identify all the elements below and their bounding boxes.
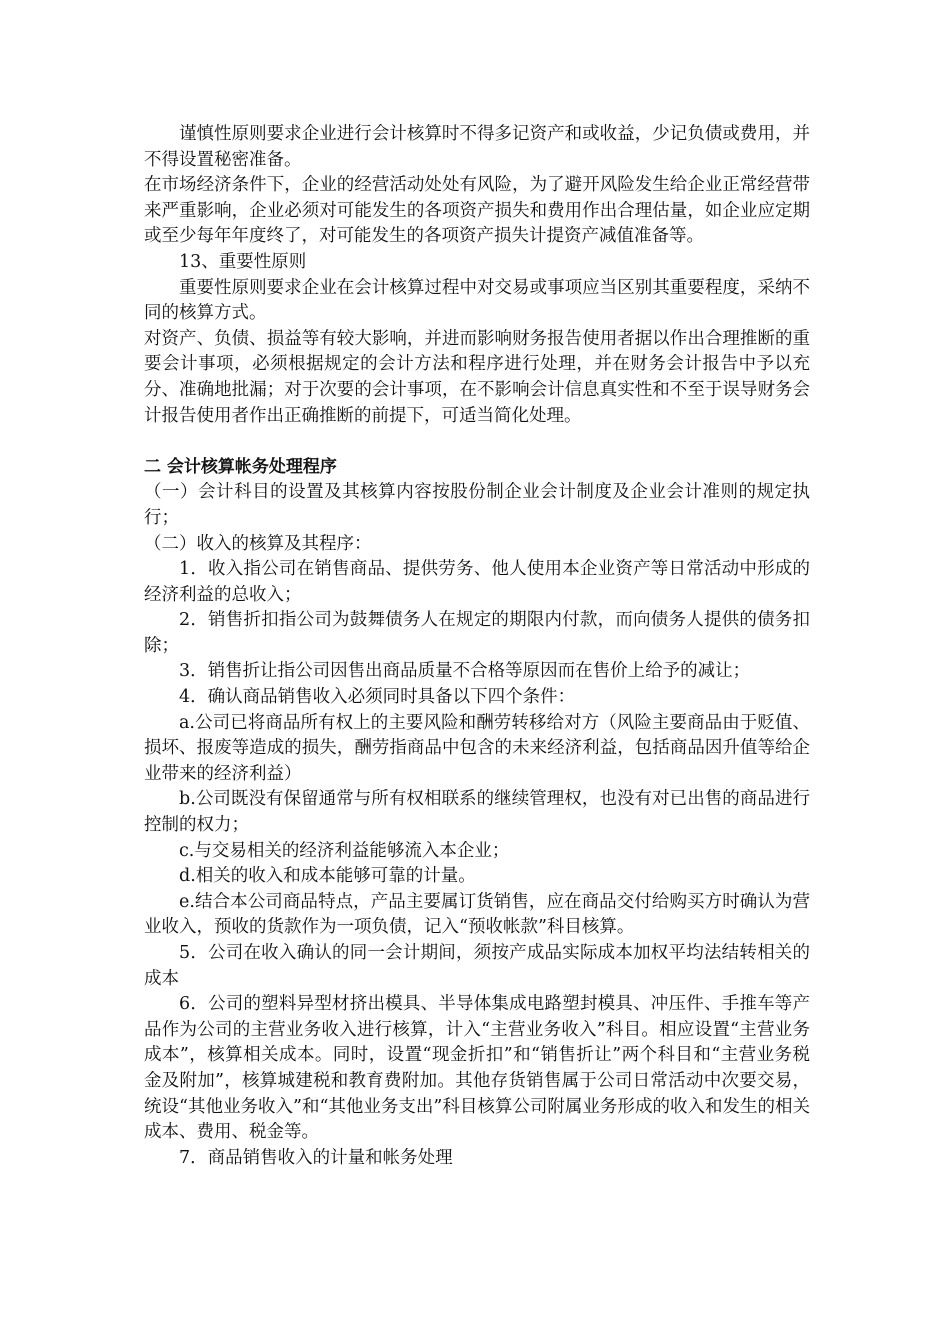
- paragraph-item-one: （一）会计科目的设置及其核算内容按股份制企业会计制度及企业会计准则的规定执行；: [144, 482, 810, 528]
- list-item-2: 2．销售折扣指公司为鼓舞债务人在规定的期限内付款，而向债务人提供的债务扣除；: [144, 610, 810, 656]
- paragraph-prudence-explanation: 在市场经济条件下，企业的经营活动处处有风险，为了避开风险发生给企业正常经营带来严重影响，企业必须对可能发生的各项资产损失和费用作出合理估量，如企业应定期或至少每年年度终了，对可能发生的各项资产损失计提资产减值准备等。: [144, 175, 810, 247]
- condition-b: b.公司既没有保留通常与所有权相联系的继续管理权，也没有对已出售的商品进行控制的权力；: [144, 789, 810, 836]
- list-item-7: 7．商品销售收入的计量和帐务处理: [179, 1147, 453, 1168]
- condition-c: c.与交易相关的经济利益能够流入本企业；: [179, 840, 510, 861]
- paragraph-prudence-definition: 谨慎性原则要求企业进行会计核算时不得多记资产和或收益，少记负债或费用，并不得设置秘密准备。: [144, 124, 810, 170]
- list-item-3: 3．销售折让指公司因售出商品质量不合格等原因而在售价上给予的减让；: [179, 661, 751, 682]
- condition-e: e.结合本公司商品特点，产品主要属订货销售，应在商品交付给购买方时确认为营业收入，预收的货款作为一项负债，记入“预收帐款”科目核算。: [144, 891, 810, 938]
- section-title-materiality: 13、重要性原则: [179, 251, 307, 272]
- paragraph-materiality-definition: 重要性原则要求企业在会计核算过程中对交易或事项应当区别其重要程度，采纳不同的核算方式。: [144, 277, 810, 324]
- list-item-1: 1．收入指公司在销售商品、提供劳务、他人使用本企业资产等日常活动中形成的经济利益的总收入；: [144, 559, 810, 605]
- paragraph-materiality-explanation: 对资产、负债、损益等有较大影响，并进而影响财务报告使用者据以作出合理推断的重要会计事项，必须根据规定的会计方法和程序进行处理，并在财务会计报告中予以充分、准确地批漏；对于次要的会计事项，在不影响会计信息真实性和不至于误导财务会计报告使用者作出正确推断的前提下，可适当简化处理。: [144, 328, 810, 426]
- list-item-6: 6．公司的塑料异型材挤出模具、半导体集成电路塑封模具、冲压件、手推车等产品作为公司的主营业务收入进行核算，计入“主营业务收入”科目。相应设置“主营业务成本”，核算相关成本。同时，设置“现金折扣”和“销售折让”两个科目和“主营业务税金及附加”，核算城建税和教育费附加。其他存货销售属于公司日常活动中次要交易，统设“其他业务收入”和“其他业务支出”科目核算公司附属业务形成的收入和发生的相关成本、费用、税金等。: [144, 994, 810, 1143]
- list-item-5: 5．公司在收入确认的同一会计期间，须按产成品实际成本加权平均法结转相关的成本: [144, 943, 810, 989]
- list-item-4: 4．确认商品销售收入必须同时具备以下四个条件：: [179, 687, 576, 708]
- paragraph-item-two: （二）收入的核算及其程序：: [144, 533, 372, 554]
- condition-d: d.相关的收入和成本能够可靠的计量。: [179, 866, 476, 887]
- section-heading-accounting-procedure: 二 会计核算帐务处理程序: [144, 456, 337, 477]
- blank-line: [144, 429, 810, 455]
- condition-a: a.公司已将商品所有权上的主要风险和酬劳转移给对方（风险主要商品由于贬值、损坏、报废等造成的损失，酬劳指商品中包含的未来经济利益，包括商品因升值等给企业带来的经济利益）: [144, 712, 810, 784]
